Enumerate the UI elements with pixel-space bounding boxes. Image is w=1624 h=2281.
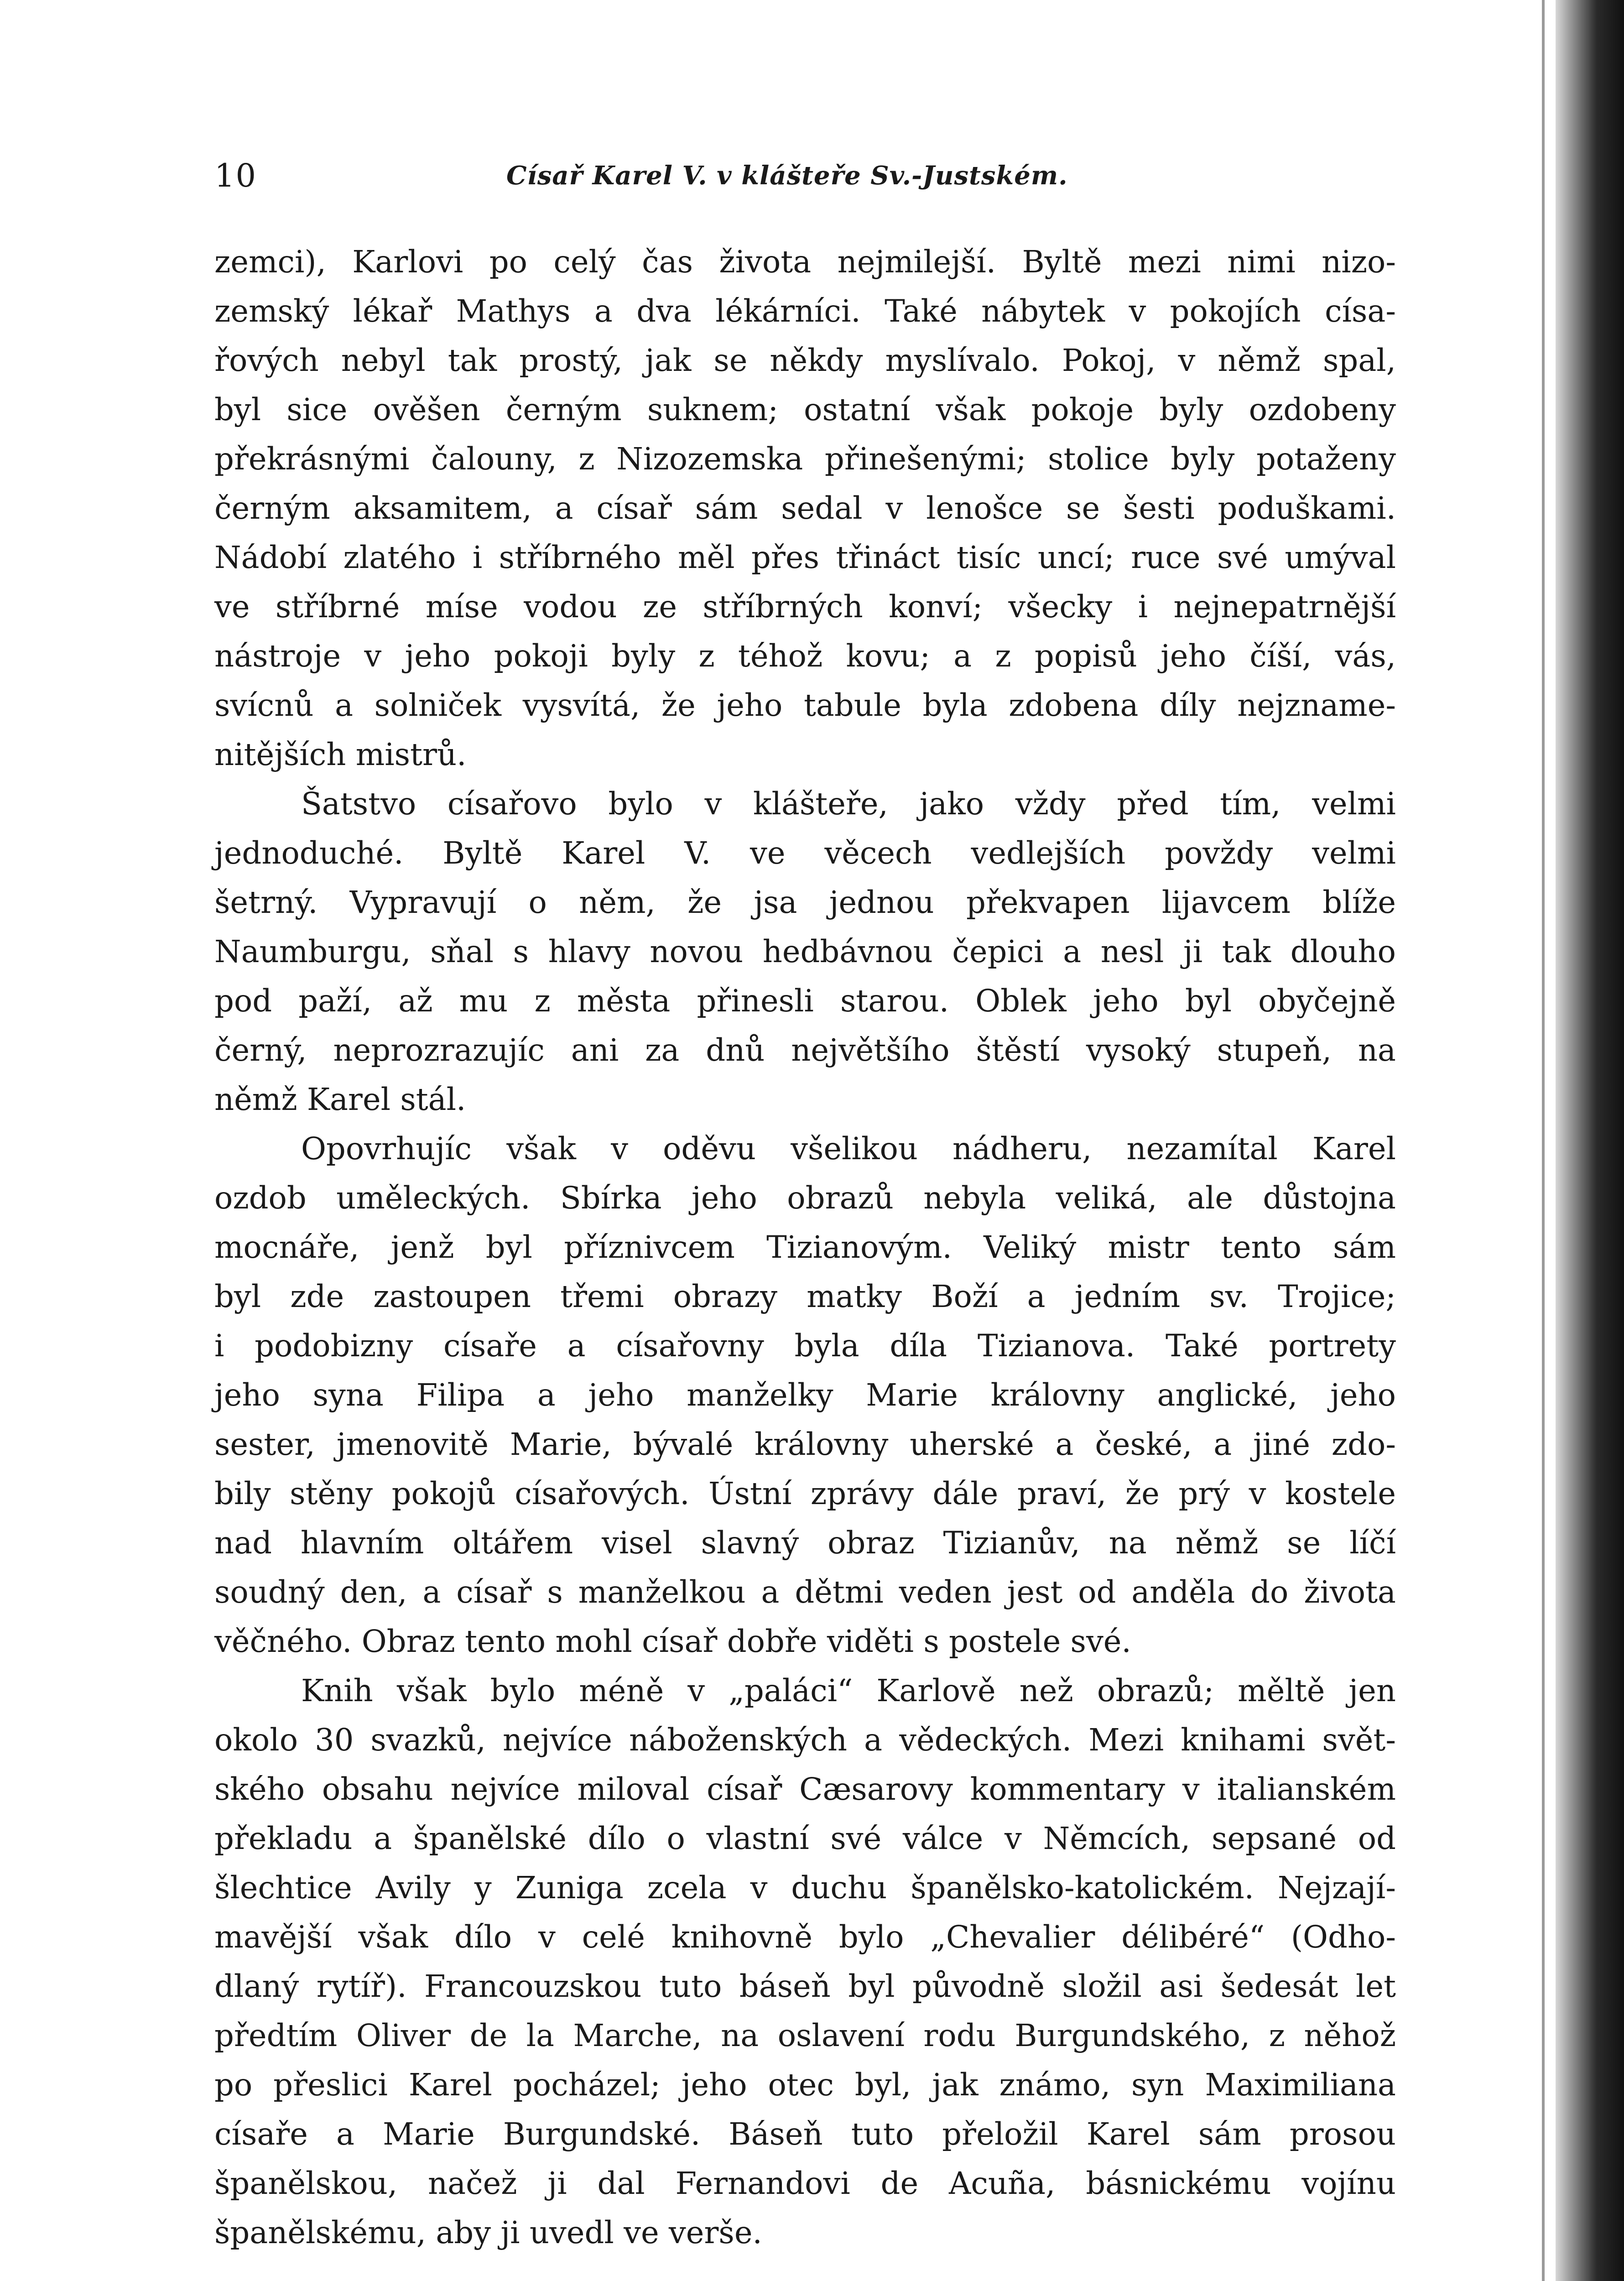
text-line: po přeslici Karel pocházel; jeho otec byl, jak známo, syn Maximiliana — [214, 2067, 1396, 2103]
text-line: ve stříbrné míse vodou ze stříbrných konví; všecky i nejnepatrnější — [214, 589, 1396, 625]
text-line: španělskou, načež ji dal Fernandovi de Acuña, básnickému vojínu — [214, 2166, 1396, 2201]
text-line: předtím Oliver de la Marche, na oslavení rodu Burgundského, z něhož — [214, 2018, 1396, 2053]
text-line: černý, neprozrazujíc ani za dnů největšího štěstí vysoký stupeň, na — [214, 1032, 1396, 1068]
text-line: věčného. Obraz tento mohl císař dobře viděti s postele své. — [214, 1624, 1131, 1659]
text-line: šlechtice Avily y Zuniga zcela v duchu španělsko-katolickém. Nejzají- — [214, 1870, 1396, 1906]
text-line: mocnáře, jenž byl příznivcem Tizianovým. Veliký mistr tento sám — [214, 1229, 1396, 1265]
text-line: pod paží, až mu z města přinesli starou. Oblek jeho byl obyčejně — [214, 983, 1396, 1019]
text-line: Šatstvo císařovo bylo v klášteře, jako vždy před tím, velmi — [301, 786, 1396, 822]
text-line: ozdob uměleckých. Sbírka jeho obrazů nebyla veliká, ale důstojna — [214, 1180, 1396, 1216]
text-line: byl sice ověšen černým suknem; ostatní však pokoje byly ozdobeny — [214, 392, 1396, 427]
text-line: zemci), Karlovi po celý čas života nejmilejší. Byltě mezi nimi nizo- — [214, 244, 1396, 280]
paragraph-1 — [214, 237, 1396, 779]
text-line: španělskému, aby ji uvedl ve verše. — [214, 2215, 762, 2250]
text-line: Opovrhujíc však v oděvu všelikou nádheru, nezamítal Karel — [301, 1131, 1396, 1167]
text-line: řových nebyl tak prostý, jak se někdy myslívalo. Pokoj, v němž spal, — [214, 343, 1396, 378]
text-line: byl zde zastoupen třemi obrazy matky Boží a jedním sv. Trojice; — [214, 1279, 1396, 1314]
text-line: bily stěny pokojů císařových. Ústní zprávy dále praví, že prý v kostele — [214, 1476, 1396, 1511]
paragraph-3 — [214, 1124, 1396, 1666]
text-line: i podobizny císaře a císařovny byla díla Tizianova. Také portrety — [214, 1328, 1396, 1364]
page-number: 10 — [214, 157, 257, 194]
paragraph-2 — [214, 779, 1396, 1124]
text-line: zemský lékař Mathys a dva lékárníci. Také nábytek v pokojích císa- — [214, 293, 1396, 329]
text-line: překrásnými čalouny, z Nizozemska přinešenými; stolice byly potaženy — [214, 441, 1396, 477]
text-line: okolo 30 svazků, nejvíce náboženských a vědeckých. Mezi knihami svět- — [214, 1722, 1396, 1758]
text-line: nad hlavním oltářem visel slavný obraz Tizianův, na němž se líčí — [214, 1525, 1396, 1561]
text-line: němž Karel stál. — [214, 1082, 466, 1117]
text-line: mavější však dílo v celé knihovně bylo „Chevalier délibéré“ (Odho- — [214, 1919, 1396, 1955]
text-line: Naumburgu, sňal s hlavy novou hedbávnou čepici a nesl ji tak dlouho — [214, 934, 1396, 969]
text-line: nástroje v jeho pokoji byly z téhož kovu; a z popisů jeho číší, vás, — [214, 638, 1396, 674]
running-head — [214, 153, 1396, 198]
page-edge-line — [1542, 0, 1545, 2281]
text-line: dlaný rytíř). Francouzskou tuto báseň byl původně složil asi šedesát let — [214, 1969, 1396, 2004]
text-line: svícnů a solniček vysvítá, že jeho tabule byla zdobena díly nejzname- — [214, 687, 1396, 723]
text-line: císaře a Marie Burgundské. Báseň tuto přeložil Karel sám prosou — [214, 2116, 1396, 2152]
text-line: ského obsahu nejvíce miloval císař Cæsarovy kommentary v italianském — [214, 1771, 1396, 1807]
scan-edge-shadow — [1556, 0, 1624, 2281]
text-line: sester, jmenovitě Marie, bývalé královny uherské a české, a jiné zdo- — [214, 1427, 1396, 1462]
body-text — [214, 237, 1396, 2257]
text-line: Knih však bylo méně v „paláci“ Karlově než obrazů; měltě jen — [301, 1673, 1396, 1708]
running-title: Císař Karel V. v klášteře Sv.-Justském. — [506, 161, 1068, 191]
text-line: šetrný. Vypravují o něm, že jsa jednou překvapen lijavcem blíže — [214, 885, 1396, 920]
text-line: jednoduché. Byltě Karel V. ve věcech vedlejších povždy velmi — [214, 835, 1396, 871]
text-line: Nádobí zlatého i stříbrného měl přes třináct tisíc uncí; ruce své umýval — [214, 540, 1396, 575]
text-line: soudný den, a císař s manželkou a dětmi veden jest od anděla do života — [214, 1574, 1396, 1610]
paragraph-4 — [214, 1666, 1396, 2257]
text-line: černým aksamitem, a císař sám sedal v lenošce se šesti poduškami. — [214, 490, 1396, 526]
text-line: nitějších mistrů. — [214, 737, 467, 772]
text-line: překladu a španělské dílo o vlastní své válce v Němcích, sepsané od — [214, 1821, 1396, 1856]
text-line: jeho syna Filipa a jeho manželky Marie královny anglické, jeho — [214, 1377, 1396, 1413]
